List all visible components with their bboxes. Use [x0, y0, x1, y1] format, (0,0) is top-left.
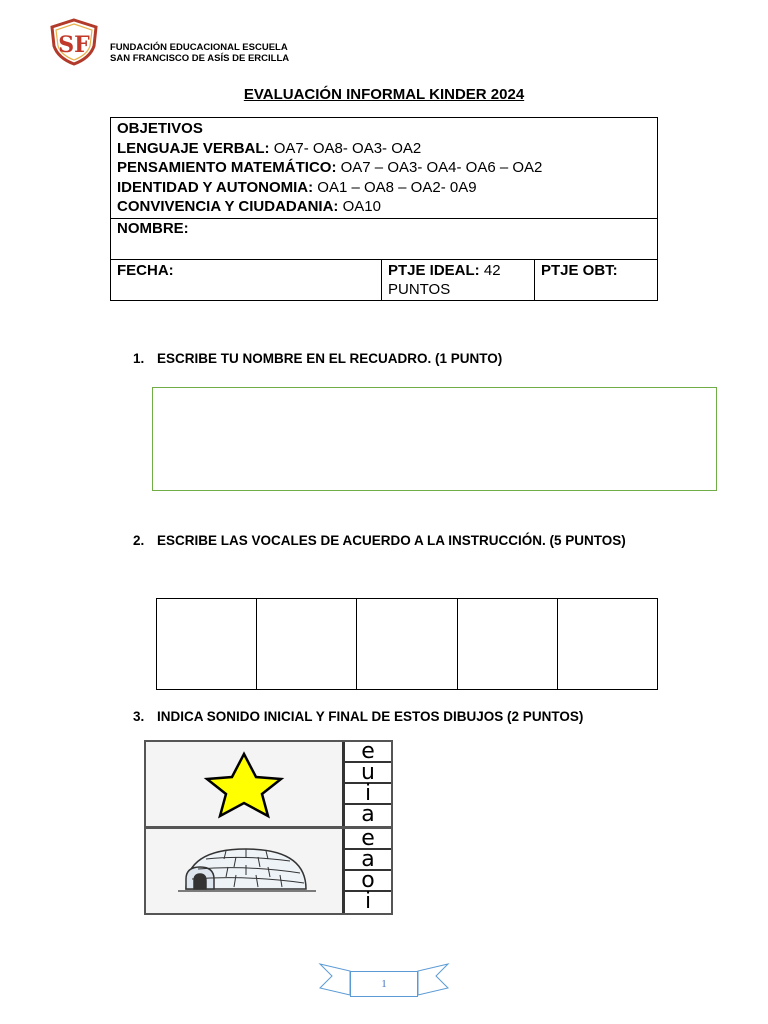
- letter-option[interactable]: i: [364, 889, 372, 914]
- school-line-2: SAN FRANCISCO DE ASÍS DE ERCILLA: [110, 53, 290, 64]
- letter-option[interactable]: u: [345, 763, 391, 784]
- objectives-cell: [111, 118, 658, 219]
- objectives-label: OBJETIVOS: [117, 120, 203, 137]
- igloo-picture: [146, 829, 345, 913]
- ideal-score-cell: [382, 259, 535, 300]
- igloo-icon: [186, 849, 306, 889]
- name-cell[interactable]: [111, 218, 658, 259]
- objective-line: CONVIVENCIA Y CIUDADANIA: OA10: [117, 198, 381, 215]
- page-title: EVALUACIÓN INFORMAL KINDER 2024: [243, 86, 525, 103]
- letter-option[interactable]: i: [345, 784, 391, 805]
- evaluation-info-table: [110, 117, 658, 301]
- school-logo: [48, 18, 100, 66]
- letter-option[interactable]: a: [361, 802, 375, 827]
- igloo-sound-card: [144, 827, 393, 915]
- letter-option[interactable]: e: [345, 742, 391, 763]
- obtained-score-cell[interactable]: [535, 259, 658, 300]
- vowel-answer-cell[interactable]: [457, 599, 557, 690]
- vowel-answer-cell[interactable]: [557, 599, 657, 690]
- star-picture: [146, 742, 345, 826]
- letter-option[interactable]: e: [345, 829, 391, 850]
- objective-line: LENGUAJE VERBAL: OA7- OA8- OA3- OA2: [117, 139, 422, 157]
- date-cell[interactable]: [111, 259, 382, 300]
- vowel-answer-cell[interactable]: [257, 599, 357, 690]
- school-name: [110, 42, 289, 64]
- letter-option[interactable]: a: [345, 850, 391, 871]
- star-icon: [207, 754, 281, 816]
- objective-line: PENSAMIENTO MATEMÁTICO: OA7 – OA3- OA4- OA6 – OA2: [117, 159, 543, 176]
- page-number: 1: [350, 971, 418, 997]
- vowel-answer-cell[interactable]: [357, 599, 457, 690]
- question-2: 2. ESCRIBE LAS VOCALES DE ACUERDO A LA INSTRUCCIÓN. (5 PUNTOS): [133, 533, 626, 548]
- name-answer-box[interactable]: [152, 387, 717, 491]
- logo-letters: SF: [58, 32, 90, 58]
- ideal-score-label: PTJE IDEAL:: [388, 261, 480, 279]
- name-label: NOMBRE:: [117, 219, 189, 237]
- letter-option[interactable]: o: [345, 871, 391, 892]
- vowel-answer-grid: [156, 598, 658, 690]
- objective-line: IDENTIDAD Y AUTONOMIA: OA1 – OA8 – OA2- 0A9: [117, 178, 477, 196]
- vowel-answer-cell[interactable]: [157, 599, 257, 690]
- ideal-score-value: 42 PUNTOS: [388, 261, 501, 298]
- page-number-ribbon: [318, 962, 450, 996]
- letter-options: [345, 739, 391, 827]
- date-label: FECHA:: [117, 261, 174, 279]
- letter-options: [345, 826, 391, 914]
- obtained-score-label: PTJE OBT:: [541, 261, 618, 279]
- star-sound-card: [144, 740, 393, 828]
- school-line-1: FUNDACIÓN EDUCACIONAL ESCUELA: [110, 42, 288, 53]
